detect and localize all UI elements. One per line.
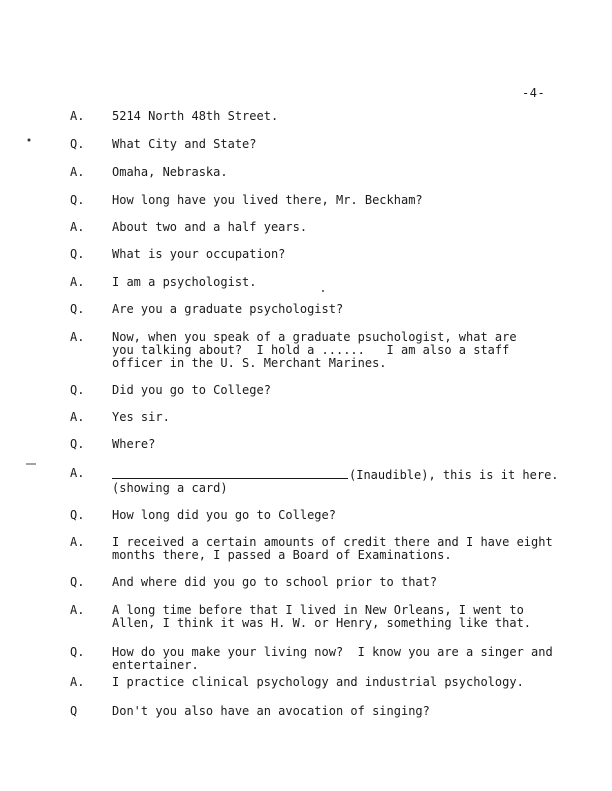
speaker-label: A. bbox=[70, 330, 85, 344]
answer-text: About two and a half years. bbox=[112, 220, 308, 234]
speaker-label: Q. bbox=[70, 383, 85, 397]
speaker-label: Q. bbox=[70, 137, 85, 151]
speaker-label: A. bbox=[70, 109, 85, 123]
question-text: How do you make your living now? I know you are a singer and entertainer. bbox=[112, 645, 553, 672]
speaker-label: Q. bbox=[70, 645, 85, 659]
answer-text: (Inaudible), this is it here. (showing a card) bbox=[112, 468, 559, 495]
question-text: What is your occupation? bbox=[112, 247, 286, 261]
question-text: Are you a graduate psychologist? bbox=[112, 302, 344, 316]
speaker-label: A. bbox=[70, 535, 85, 549]
speaker-label: A. bbox=[70, 466, 85, 480]
question-text: Did you go to College? bbox=[112, 383, 271, 397]
answer-text: A long time before that I lived in New Orleans, I went to Allen, I think it was H. W. or Henry, something like that. bbox=[112, 603, 532, 630]
scan-mark bbox=[26, 462, 36, 466]
answer-text: I practice clinical psychology and industrial psychology. bbox=[112, 675, 524, 689]
speaker-label: Q. bbox=[70, 508, 85, 522]
speaker-label: A. bbox=[70, 275, 85, 289]
answer-text: Yes sir. bbox=[112, 410, 170, 424]
scan-mark bbox=[26, 137, 32, 143]
redacted-blank-line bbox=[112, 467, 348, 479]
question-text: Where? bbox=[112, 437, 156, 451]
speaker-label: Q. bbox=[70, 247, 85, 261]
question-text: How long did you go to College? bbox=[112, 508, 336, 522]
speaker-label: Q. bbox=[70, 437, 85, 451]
question-text: How long have you lived there, Mr. Beckham? bbox=[112, 193, 423, 207]
question-text: What City and State? bbox=[112, 137, 257, 151]
question-text: Don't you also have an avocation of singing? bbox=[112, 704, 430, 718]
scan-mark bbox=[321, 289, 325, 293]
answer-text: Omaha, Nebraska. bbox=[112, 165, 228, 179]
speaker-label: A. bbox=[70, 165, 85, 179]
speaker-label: A. bbox=[70, 410, 85, 424]
speaker-label: Q. bbox=[70, 302, 85, 316]
speaker-label: Q. bbox=[70, 193, 85, 207]
answer-text: I received a certain amounts of credit there and I have eight months there, I passed a Board of Examinations. bbox=[112, 535, 553, 562]
answer-text: 5214 North 48th Street. bbox=[112, 109, 279, 123]
speaker-label: A. bbox=[70, 603, 85, 617]
question-text: And where did you go to school prior to that? bbox=[112, 575, 438, 589]
page-number: -4- bbox=[522, 86, 546, 100]
answer-text: I am a psychologist. bbox=[112, 275, 257, 289]
speaker-label: A. bbox=[70, 675, 85, 689]
speaker-label: Q. bbox=[70, 575, 85, 589]
speaker-label: A. bbox=[70, 220, 85, 234]
answer-text: Now, when you speak of a graduate psuchologist, what are you talking about? I hold a ...... I am also a staff officer in the U. S. Merchant Marines. bbox=[112, 330, 517, 370]
speaker-label: Q bbox=[70, 704, 78, 718]
